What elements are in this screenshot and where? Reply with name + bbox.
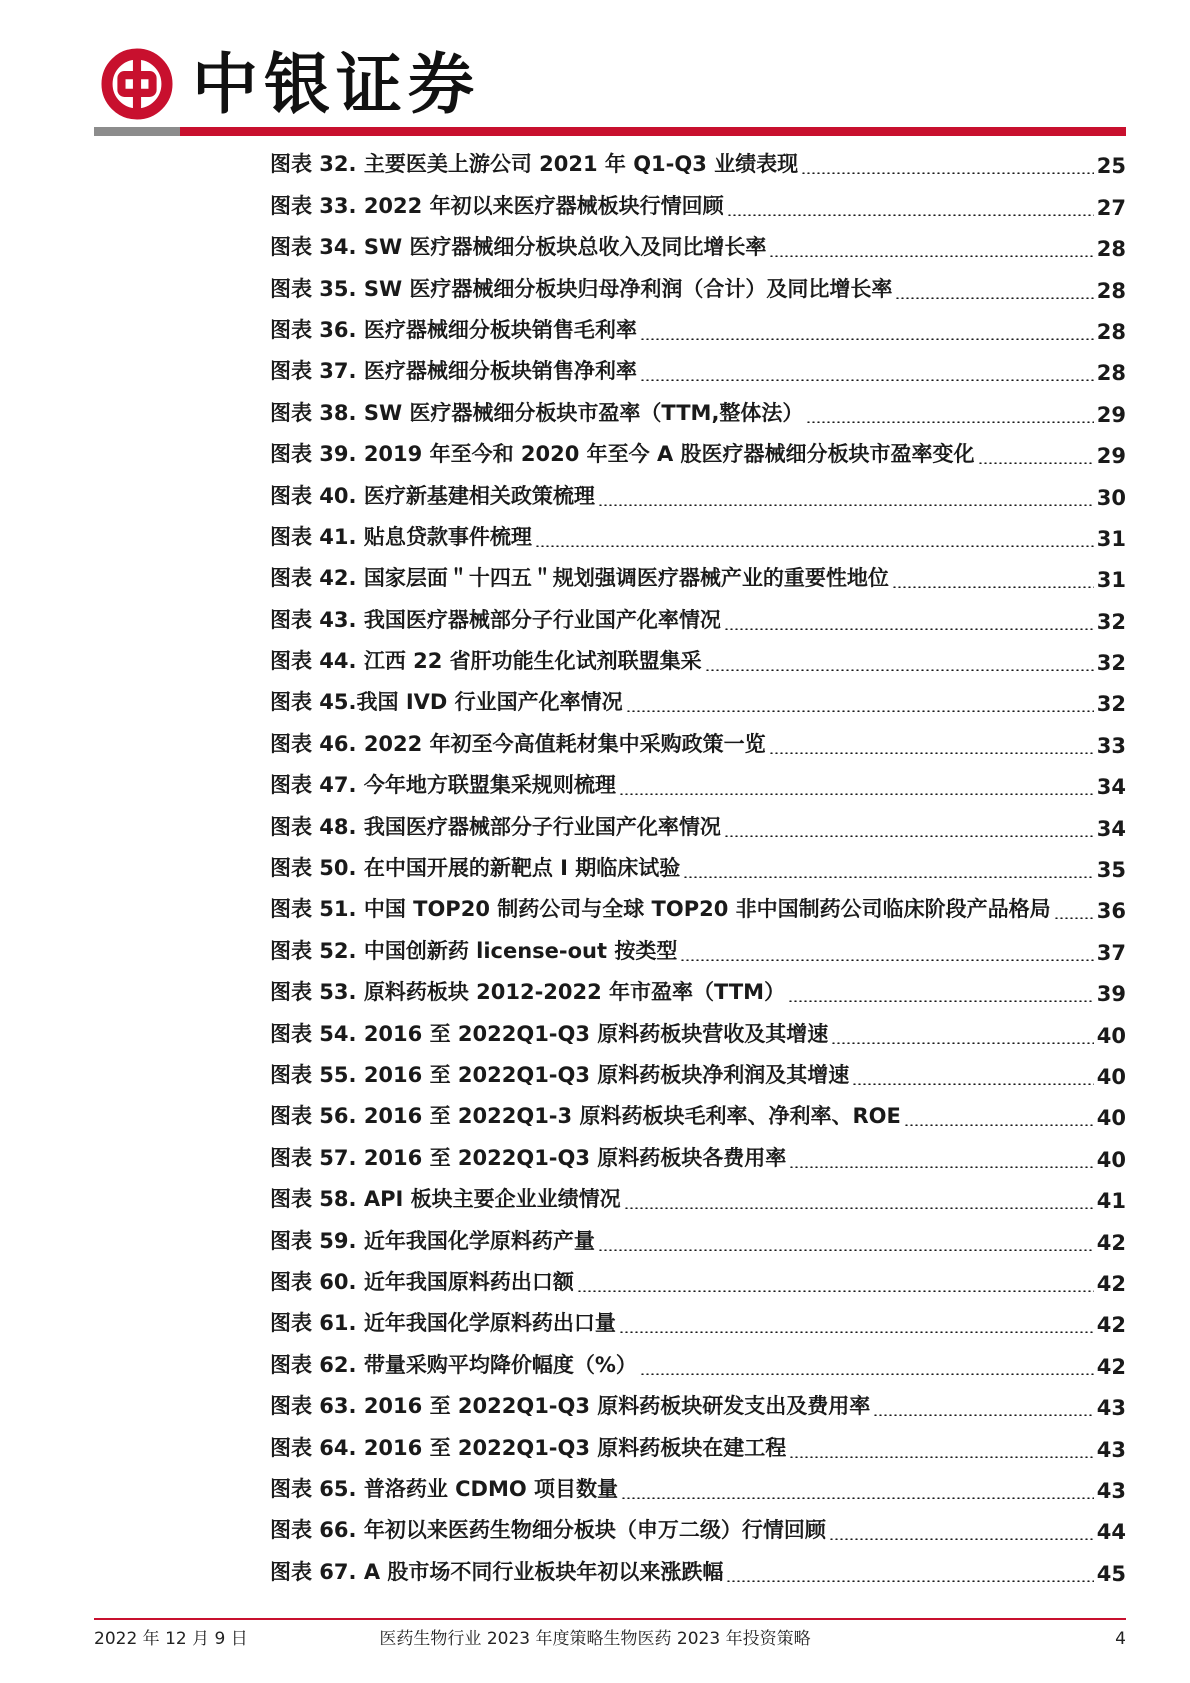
toc-entry-title: 图表 65. 普洛药业 CDMO 项目数量 — [270, 1476, 619, 1501]
toc-entry-page: 32 — [1096, 651, 1126, 676]
toc-dot-leader — [724, 835, 1094, 837]
toc-entry-title: 图表 58. API 板块主要企业业绩情况 — [270, 1187, 621, 1212]
toc-dot-leader — [788, 1000, 1094, 1002]
toc-entry-title: 图表 32. 主要医美上游公司 2021 年 Q1-Q3 业绩表现 — [270, 152, 799, 177]
toc-dot-leader — [705, 669, 1094, 671]
toc-entry-page: 43 — [1096, 1478, 1126, 1503]
toc-dot-leader — [724, 628, 1094, 630]
toc-entry[interactable] — [270, 1054, 1126, 1095]
toc-entry-title: 图表 52. 中国创新药 license-out 按类型 — [270, 938, 678, 963]
toc-entry-page: 42 — [1096, 1271, 1126, 1296]
toc-entry[interactable] — [270, 1136, 1126, 1177]
toc-entry-page: 41 — [1096, 1189, 1126, 1214]
bank-of-china-logo-icon — [100, 47, 174, 121]
toc-entry-title: 图表 48. 我国医疗器械部分子行业国产化率情况 — [270, 814, 721, 839]
footer-document-title: 医药生物行业 2023 年度策略生物医药 2023 年投资策略 — [379, 1629, 811, 1649]
toc-entry-title: 图表 67. A 股市场不同行业板块年初以来涨跌幅 — [270, 1559, 724, 1584]
toc-entry-page: 42 — [1096, 1354, 1126, 1379]
toc-entry[interactable] — [270, 805, 1126, 846]
toc-entry[interactable] — [270, 226, 1126, 267]
toc-entry-title: 图表 57. 2016 至 2022Q1-Q3 原料药板块各费用率 — [270, 1145, 787, 1170]
toc-entry-title: 图表 41. 贴息贷款事件梳理 — [270, 524, 532, 549]
toc-dot-leader — [683, 876, 1094, 878]
toc-entry[interactable] — [270, 1095, 1126, 1136]
toc-entry-title: 图表 42. 国家层面＂十四五＂规划强调医疗器械产业的重要性地位 — [270, 566, 889, 591]
toc-dot-leader — [640, 1373, 1094, 1375]
table-of-figures — [270, 143, 1126, 1592]
toc-entry-title: 图表 37. 医疗器械细分板块销售净利率 — [270, 359, 637, 384]
brand-name: 中银证券 — [192, 45, 480, 123]
toc-dot-leader — [852, 1083, 1093, 1085]
toc-entry[interactable] — [270, 1343, 1126, 1384]
toc-dot-leader — [726, 1580, 1093, 1582]
toc-entry-title: 图表 33. 2022 年初以来医疗器械板块行情回顾 — [270, 193, 724, 218]
toc-entry-page: 40 — [1096, 1106, 1126, 1131]
toc-dot-leader — [577, 1290, 1094, 1292]
toc-entry[interactable] — [270, 474, 1126, 515]
toc-entry[interactable] — [270, 1468, 1126, 1509]
toc-entry-page: 37 — [1096, 940, 1126, 965]
toc-dot-leader — [769, 255, 1093, 257]
toc-entry-title: 图表 35. SW 医疗器械细分板块归母净利润（合计）及同比增长率 — [270, 276, 893, 301]
toc-entry-page: 34 — [1096, 816, 1126, 841]
toc-dot-leader — [624, 1207, 1094, 1209]
toc-entry-title: 图表 47. 今年地方联盟集采规则梳理 — [270, 773, 616, 798]
toc-entry[interactable] — [270, 350, 1126, 391]
toc-entry[interactable] — [270, 557, 1126, 598]
toc-entry-title: 图表 55. 2016 至 2022Q1-Q3 原料药板块净利润及其增速 — [270, 1062, 850, 1087]
toc-entry[interactable] — [270, 184, 1126, 225]
toc-entry-page: 45 — [1096, 1561, 1126, 1586]
toc-entry-title: 图表 66. 年初以来医药生物细分板块（申万二级）行情回顾 — [270, 1518, 826, 1543]
toc-entry-page: 40 — [1096, 1064, 1126, 1089]
toc-entry-title: 图表 38. SW 医疗器械细分板块市盈率（TTM,整体法） — [270, 400, 804, 425]
toc-entry-title: 图表 34. SW 医疗器械细分板块总收入及同比增长率 — [270, 235, 767, 260]
toc-entry[interactable] — [270, 640, 1126, 681]
toc-entry-title: 图表 62. 带量采购平均降价幅度（%） — [270, 1352, 637, 1377]
footer-date: 2022 年 12 月 9 日 — [94, 1629, 248, 1649]
toc-entry-title: 图表 46. 2022 年初至今高值耗材集中采购政策一览 — [270, 731, 766, 756]
toc-dot-leader — [978, 462, 1094, 464]
toc-dot-leader — [831, 1042, 1093, 1044]
header-rule-grey — [94, 127, 180, 136]
toc-entry[interactable] — [270, 971, 1126, 1012]
toc-dot-leader — [904, 1124, 1094, 1126]
toc-entry[interactable] — [270, 722, 1126, 763]
toc-entry-page: 40 — [1096, 1023, 1126, 1048]
toc-dot-leader — [640, 338, 1094, 340]
toc-dot-leader — [535, 545, 1094, 547]
toc-entry-page: 28 — [1096, 237, 1126, 262]
toc-dot-leader — [619, 1331, 1094, 1333]
toc-entry-page: 40 — [1096, 1147, 1126, 1172]
toc-entry[interactable] — [270, 1302, 1126, 1343]
toc-dot-leader — [640, 379, 1094, 381]
toc-entry-title: 图表 51. 中国 TOP20 制药公司与全球 TOP20 非中国制药公司临床阶段产品格局 — [270, 897, 1051, 922]
toc-entry-page: 27 — [1096, 195, 1126, 220]
toc-entry-page: 30 — [1096, 485, 1126, 510]
toc-entry-page: 33 — [1096, 733, 1126, 758]
toc-dot-leader — [769, 752, 1094, 754]
toc-entry-page: 31 — [1096, 568, 1126, 593]
toc-entry-page: 32 — [1096, 692, 1126, 717]
toc-entry[interactable] — [270, 681, 1126, 722]
toc-entry-page: 42 — [1096, 1230, 1126, 1255]
toc-entry-page: 28 — [1096, 319, 1126, 344]
toc-dot-leader — [801, 172, 1094, 174]
toc-dot-leader — [680, 959, 1093, 961]
toc-dot-leader — [598, 1249, 1094, 1251]
toc-entry[interactable] — [270, 598, 1126, 639]
toc-dot-leader — [789, 1166, 1093, 1168]
toc-dot-leader — [727, 214, 1094, 216]
toc-entry-page: 28 — [1096, 278, 1126, 303]
header-rule-red — [180, 127, 1126, 136]
toc-entry-page: 29 — [1096, 402, 1126, 427]
toc-entry[interactable] — [270, 309, 1126, 350]
toc-entry-page: 25 — [1096, 154, 1126, 179]
toc-dot-leader — [892, 586, 1094, 588]
toc-entry-title: 图表 56. 2016 至 2022Q1-3 原料药板块毛利率、净利率、ROE — [270, 1104, 901, 1129]
toc-entry-title: 图表 61. 近年我国化学原料药出口量 — [270, 1311, 616, 1336]
toc-entry-title: 图表 60. 近年我国原料药出口额 — [270, 1269, 574, 1294]
toc-entry-page: 34 — [1096, 775, 1126, 800]
toc-dot-leader — [619, 793, 1094, 795]
toc-entry[interactable] — [270, 143, 1126, 184]
toc-dot-leader — [621, 1497, 1094, 1499]
toc-entry[interactable] — [270, 1219, 1126, 1260]
toc-entry-title: 图表 43. 我国医疗器械部分子行业国产化率情况 — [270, 607, 721, 632]
toc-entry-title: 图表 59. 近年我国化学原料药产量 — [270, 1228, 595, 1253]
toc-entry[interactable] — [270, 929, 1126, 970]
toc-entry[interactable] — [270, 1012, 1126, 1053]
toc-dot-leader — [598, 504, 1094, 506]
footer-page-number: 4 — [1115, 1629, 1126, 1649]
page-header — [0, 0, 1190, 140]
toc-entry-title: 图表 63. 2016 至 2022Q1-Q3 原料药板块研发支出及费用率 — [270, 1394, 871, 1419]
toc-dot-leader — [829, 1538, 1094, 1540]
toc-entry-page: 44 — [1096, 1520, 1126, 1545]
toc-dot-leader — [789, 1456, 1093, 1458]
toc-entry-page: 29 — [1096, 444, 1126, 469]
toc-entry[interactable] — [270, 1550, 1126, 1591]
toc-entry[interactable] — [270, 433, 1126, 474]
toc-entry-title: 图表 53. 原料药板块 2012-2022 年市盈率（TTM） — [270, 980, 786, 1005]
toc-dot-leader — [626, 710, 1094, 712]
toc-entry[interactable] — [270, 1385, 1126, 1426]
toc-entry[interactable] — [270, 764, 1126, 805]
toc-entry-title: 图表 54. 2016 至 2022Q1-Q3 原料药板块营收及其增速 — [270, 1021, 829, 1046]
toc-dot-leader — [895, 297, 1093, 299]
toc-entry[interactable] — [270, 391, 1126, 432]
toc-entry-title: 图表 44. 江西 22 省肝功能生化试剂联盟集采 — [270, 649, 702, 674]
toc-entry-title: 图表 45.我国 IVD 行业国产化率情况 — [270, 690, 623, 715]
toc-dot-leader — [806, 421, 1093, 423]
toc-entry-page: 43 — [1096, 1437, 1126, 1462]
toc-entry[interactable] — [270, 888, 1126, 929]
toc-dot-leader — [873, 1414, 1093, 1416]
toc-entry-page: 31 — [1096, 526, 1126, 551]
toc-entry[interactable] — [270, 516, 1126, 557]
toc-entry-page: 43 — [1096, 1396, 1126, 1421]
footer-rule — [94, 1618, 1126, 1620]
toc-entry-page: 28 — [1096, 361, 1126, 386]
toc-entry[interactable] — [270, 267, 1126, 308]
toc-dot-leader — [1054, 917, 1094, 919]
toc-entry[interactable] — [270, 1426, 1126, 1467]
toc-entry[interactable] — [270, 1509, 1126, 1550]
toc-entry-page: 36 — [1096, 899, 1126, 924]
toc-entry-title: 图表 39. 2019 年至今和 2020 年至今 A 股医疗器械细分板块市盈率变化 — [270, 442, 975, 467]
toc-entry-page: 39 — [1096, 982, 1126, 1007]
toc-entry-title: 图表 50. 在中国开展的新靶点 I 期临床试验 — [270, 856, 681, 881]
toc-entry[interactable] — [270, 1178, 1126, 1219]
toc-entry-page: 35 — [1096, 858, 1126, 883]
toc-entry-title: 图表 36. 医疗器械细分板块销售毛利率 — [270, 317, 637, 342]
toc-entry-page: 32 — [1096, 609, 1126, 634]
toc-entry-page: 42 — [1096, 1313, 1126, 1338]
toc-entry-title: 图表 64. 2016 至 2022Q1-Q3 原料药板块在建工程 — [270, 1435, 787, 1460]
toc-entry[interactable] — [270, 1261, 1126, 1302]
toc-entry-title: 图表 40. 医疗新基建相关政策梳理 — [270, 483, 595, 508]
toc-entry[interactable] — [270, 847, 1126, 888]
